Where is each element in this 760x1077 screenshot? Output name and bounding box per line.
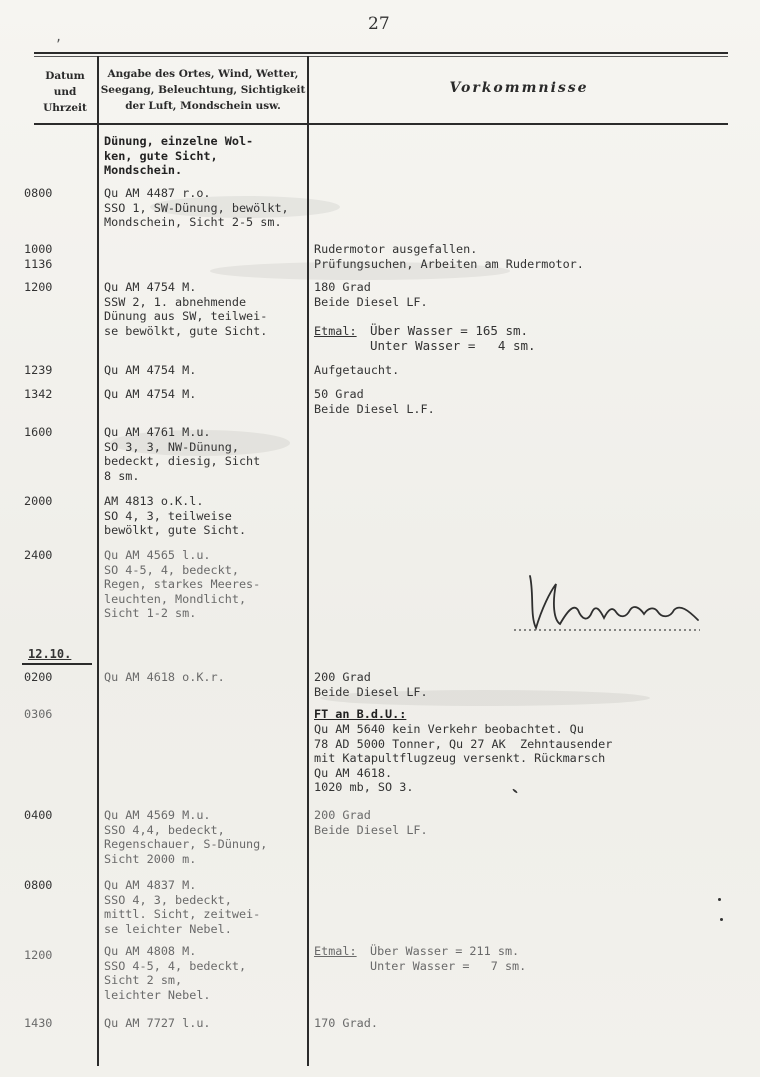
entry-place: Qu AM 4808 M. SSO 4-5, 4, bedeckt, Sicht 2 sm, leichter Nebel. (104, 944, 247, 1002)
entry-time: 1239 (24, 363, 53, 377)
entry-time: 1200 (24, 280, 53, 294)
header-col-datum (34, 68, 96, 116)
entry-time: 2000 (24, 494, 53, 508)
entry-events: Aufgetaucht. (314, 363, 400, 377)
entry-place: Qu AM 4618 o.K.r. (104, 670, 225, 684)
entry-time: 0200 (24, 670, 53, 684)
table-top-rule-thin (34, 56, 728, 57)
entry-events: Qu AM 5640 kein Verkehr beobachtet. Qu 78 AD 5000 Tonner, Qu 27 AK Zehntausender mit Katapultflugzeug versenkt. Rückmarsch Qu AM 4618. 1020 mb, SO 3. (314, 722, 613, 795)
entry-place: Qu AM 4754 M. SSW 2, 1. abnehmende Dünung aus SW, teilwei- se bewölkt, gute Sicht. (104, 280, 268, 338)
entry-time: 0800 (24, 186, 53, 200)
entry-place: Qu AM 4761 M.u. SO 3, 3, NW-Dünung, bedeckt, diesig, Sicht 8 sm. (104, 425, 261, 483)
entry-place: Qu AM 4754 M. (104, 387, 197, 401)
ink-smudge (110, 430, 290, 456)
entry-events: 200 Grad Beide Diesel LF. (314, 670, 428, 699)
date-separator-rule (22, 663, 92, 665)
header-col1-line2: und (53, 86, 77, 98)
entry-events: 170 Grad. (314, 1016, 378, 1030)
entry-time: 1430 (24, 1016, 53, 1030)
radio-message-header: FT an B.d.U.: (314, 707, 407, 721)
signature-mark (512, 570, 722, 640)
stray-mark (720, 918, 723, 921)
ink-smudge (320, 690, 650, 706)
etmal-label: Etmal: (314, 944, 357, 958)
header-col2-line2: Seegang, Beleuchtung, Sichtigkeit (100, 84, 306, 96)
corner-mark: , (55, 30, 63, 44)
entry-time: 0800 (24, 878, 53, 892)
entry-time: 1342 (24, 387, 53, 401)
header-col1-line3: Uhrzeit (43, 102, 87, 114)
entry-time: 0306 (24, 707, 53, 721)
entry-time: 2400 (24, 548, 53, 562)
entry-events: 50 Grad Beide Diesel L.F. (314, 387, 435, 416)
entry-place: AM 4813 o.K.l. SO 4, 3, teilweise bewölkt, gute Sicht. (104, 494, 247, 538)
entry-time: 1600 (24, 425, 53, 439)
header-col-ort (100, 66, 306, 114)
entry-time: 0400 (24, 808, 53, 822)
entry-place: Qu AM 4754 M. (104, 363, 197, 377)
header-bottom-rule (34, 123, 728, 125)
entry-place: Qu AM 4565 l.u. SO 4-5, 4, bedeckt, Regen, starkes Meeres- leuchten, Mondlicht, Sicht 1-2 sm. (104, 548, 261, 621)
etmal-label: Etmal: (314, 324, 357, 338)
entry-time: 1200 (24, 948, 53, 962)
date-separator: 12.10. (28, 647, 72, 661)
header-col2-line1: Angabe des Ortes, Wind, Wetter, (107, 68, 299, 80)
etmal-values: Über Wasser = 165 sm. Unter Wasser = 4 sm. (370, 323, 536, 353)
ink-smudge (150, 196, 340, 218)
stray-mark (718, 898, 721, 901)
entry-place: Qu AM 4487 r.o. SSO 1, SW-Dünung, bewölkt, Mondschein, Sicht 2-5 sm. (104, 186, 289, 230)
entry-place: Qu AM 7727 l.u. (104, 1016, 211, 1030)
etmal-values: Über Wasser = 211 sm. Unter Wasser = 7 sm. (370, 944, 527, 973)
table-top-rule (34, 52, 728, 54)
entry-events: 180 Grad Beide Diesel LF. (314, 280, 428, 309)
column-divider-1 (97, 56, 99, 1066)
header-col2-line3: der Luft, Mondschein usw. (125, 100, 281, 112)
header-col1-line1: Datum (45, 70, 85, 82)
entry-place: Qu AM 4837 M. SSO 4, 3, bedeckt, mittl. Sicht, zeitwei- se leichter Nebel. (104, 878, 261, 936)
entry-place: Qu AM 4569 M.u. SSO 4,4, bedeckt, Regenschauer, S-Dünung, Sicht 2000 m. (104, 808, 268, 866)
ink-smudge (210, 262, 510, 280)
entry-events: Rudermotor ausgefallen. Prüfungsuchen, Arbeiten am Rudermotor. (314, 242, 584, 271)
entry-place: Dünung, einzelne Wol- ken, gute Sicht, Mondschein. (104, 134, 254, 178)
entry-time: 1000 1136 (24, 242, 53, 271)
page-number: 27 (368, 14, 390, 34)
header-col-vorkommnisse: Vorkommnisse (449, 80, 589, 96)
entry-events: 200 Grad Beide Diesel LF. (314, 808, 428, 837)
